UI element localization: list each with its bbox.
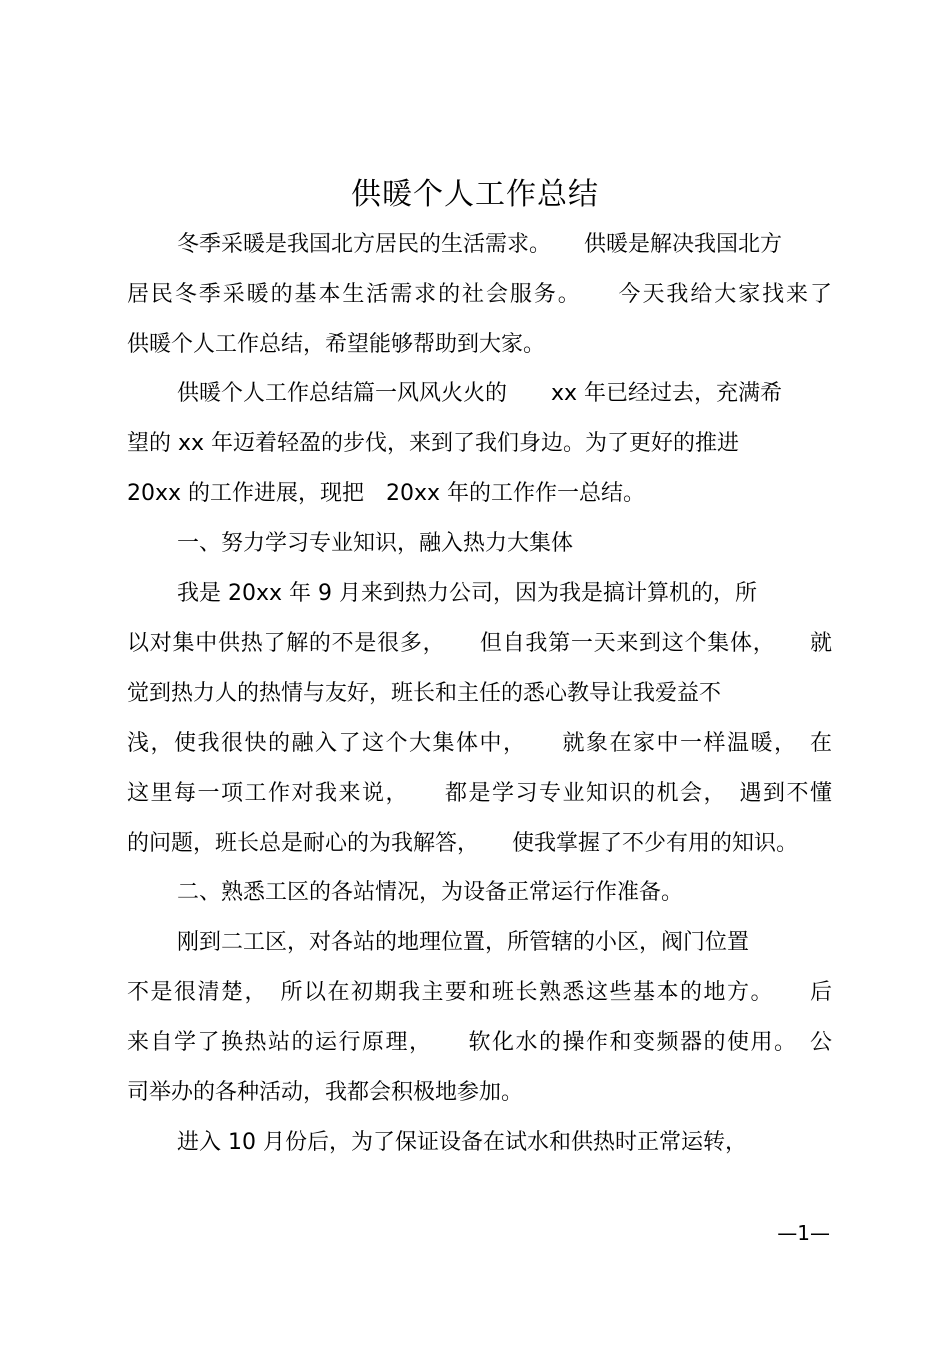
paragraph-line: 以对集中供热了解的不是很多， 但自我第一天来到这个集体， 就 [127,631,832,656]
paragraph-line: 司举办的各种活动，我都会积极地参加。 [127,1080,524,1105]
paragraph-line: 浅，使我很快的融入了这个大集体中， 就象在家中一样温暖， 在 [127,731,832,756]
paragraph-line: 不是很清楚， 所以在初期我主要和班长熟悉这些基本的地方。 后 [127,980,832,1005]
paragraph-line: 供暖个人工作总结篇一风风火火的 xx 年已经过去，充满希 [177,381,783,406]
section-heading: 二、熟悉工区的各站情况，为设备正常运行作准备。 [177,880,684,905]
paragraph-line: 我是 20xx 年 9 月来到热力公司，因为我是搞计算机的，所 [177,581,758,606]
paragraph-line: 冬季采暖是我国北方居民的生活需求。 供暖是解决我国北方 [177,232,783,257]
paragraph-line: 进入 10 月份后，为了保证设备在试水和供热时正常运转， [177,1130,747,1155]
paragraph-line: 供暖个人工作总结，希望能够帮助到大家。 [127,332,546,357]
paragraph-line: 20xx 的工作进展，现把 20xx 年的工作作一总结。 [127,481,646,506]
paragraph-line: 来自学了换热站的运行原理， 软化水的操作和变频器的使用。 公 [127,1030,832,1055]
page-number: —1— [777,1221,830,1245]
paragraph-line: 居民冬季采暖的基本生活需求的社会服务。 今天我给大家找来了 [127,282,832,307]
paragraph-line: 望的 xx 年迈着轻盈的步伐，来到了我们身边。为了更好的推进 [127,431,740,456]
paragraph-line: 觉到热力人的热情与友好，班长和主任的悉心教导让我爱益不 [127,681,722,706]
paragraph-line: 刚到二工区，对各站的地理位置，所管辖的小区，阀门位置 [177,930,750,955]
paragraph-line: 这里每一项工作对我来说， 都是学习专业知识的机会， 遇到不懂 [127,781,832,806]
section-heading: 一、努力学习专业知识，融入热力大集体 [177,531,574,556]
document-title: 供暖个人工作总结 [351,177,599,212]
paragraph-line: 的问题，班长总是耐心的为我解答， 使我掌握了不少有用的知识。 [127,831,799,856]
